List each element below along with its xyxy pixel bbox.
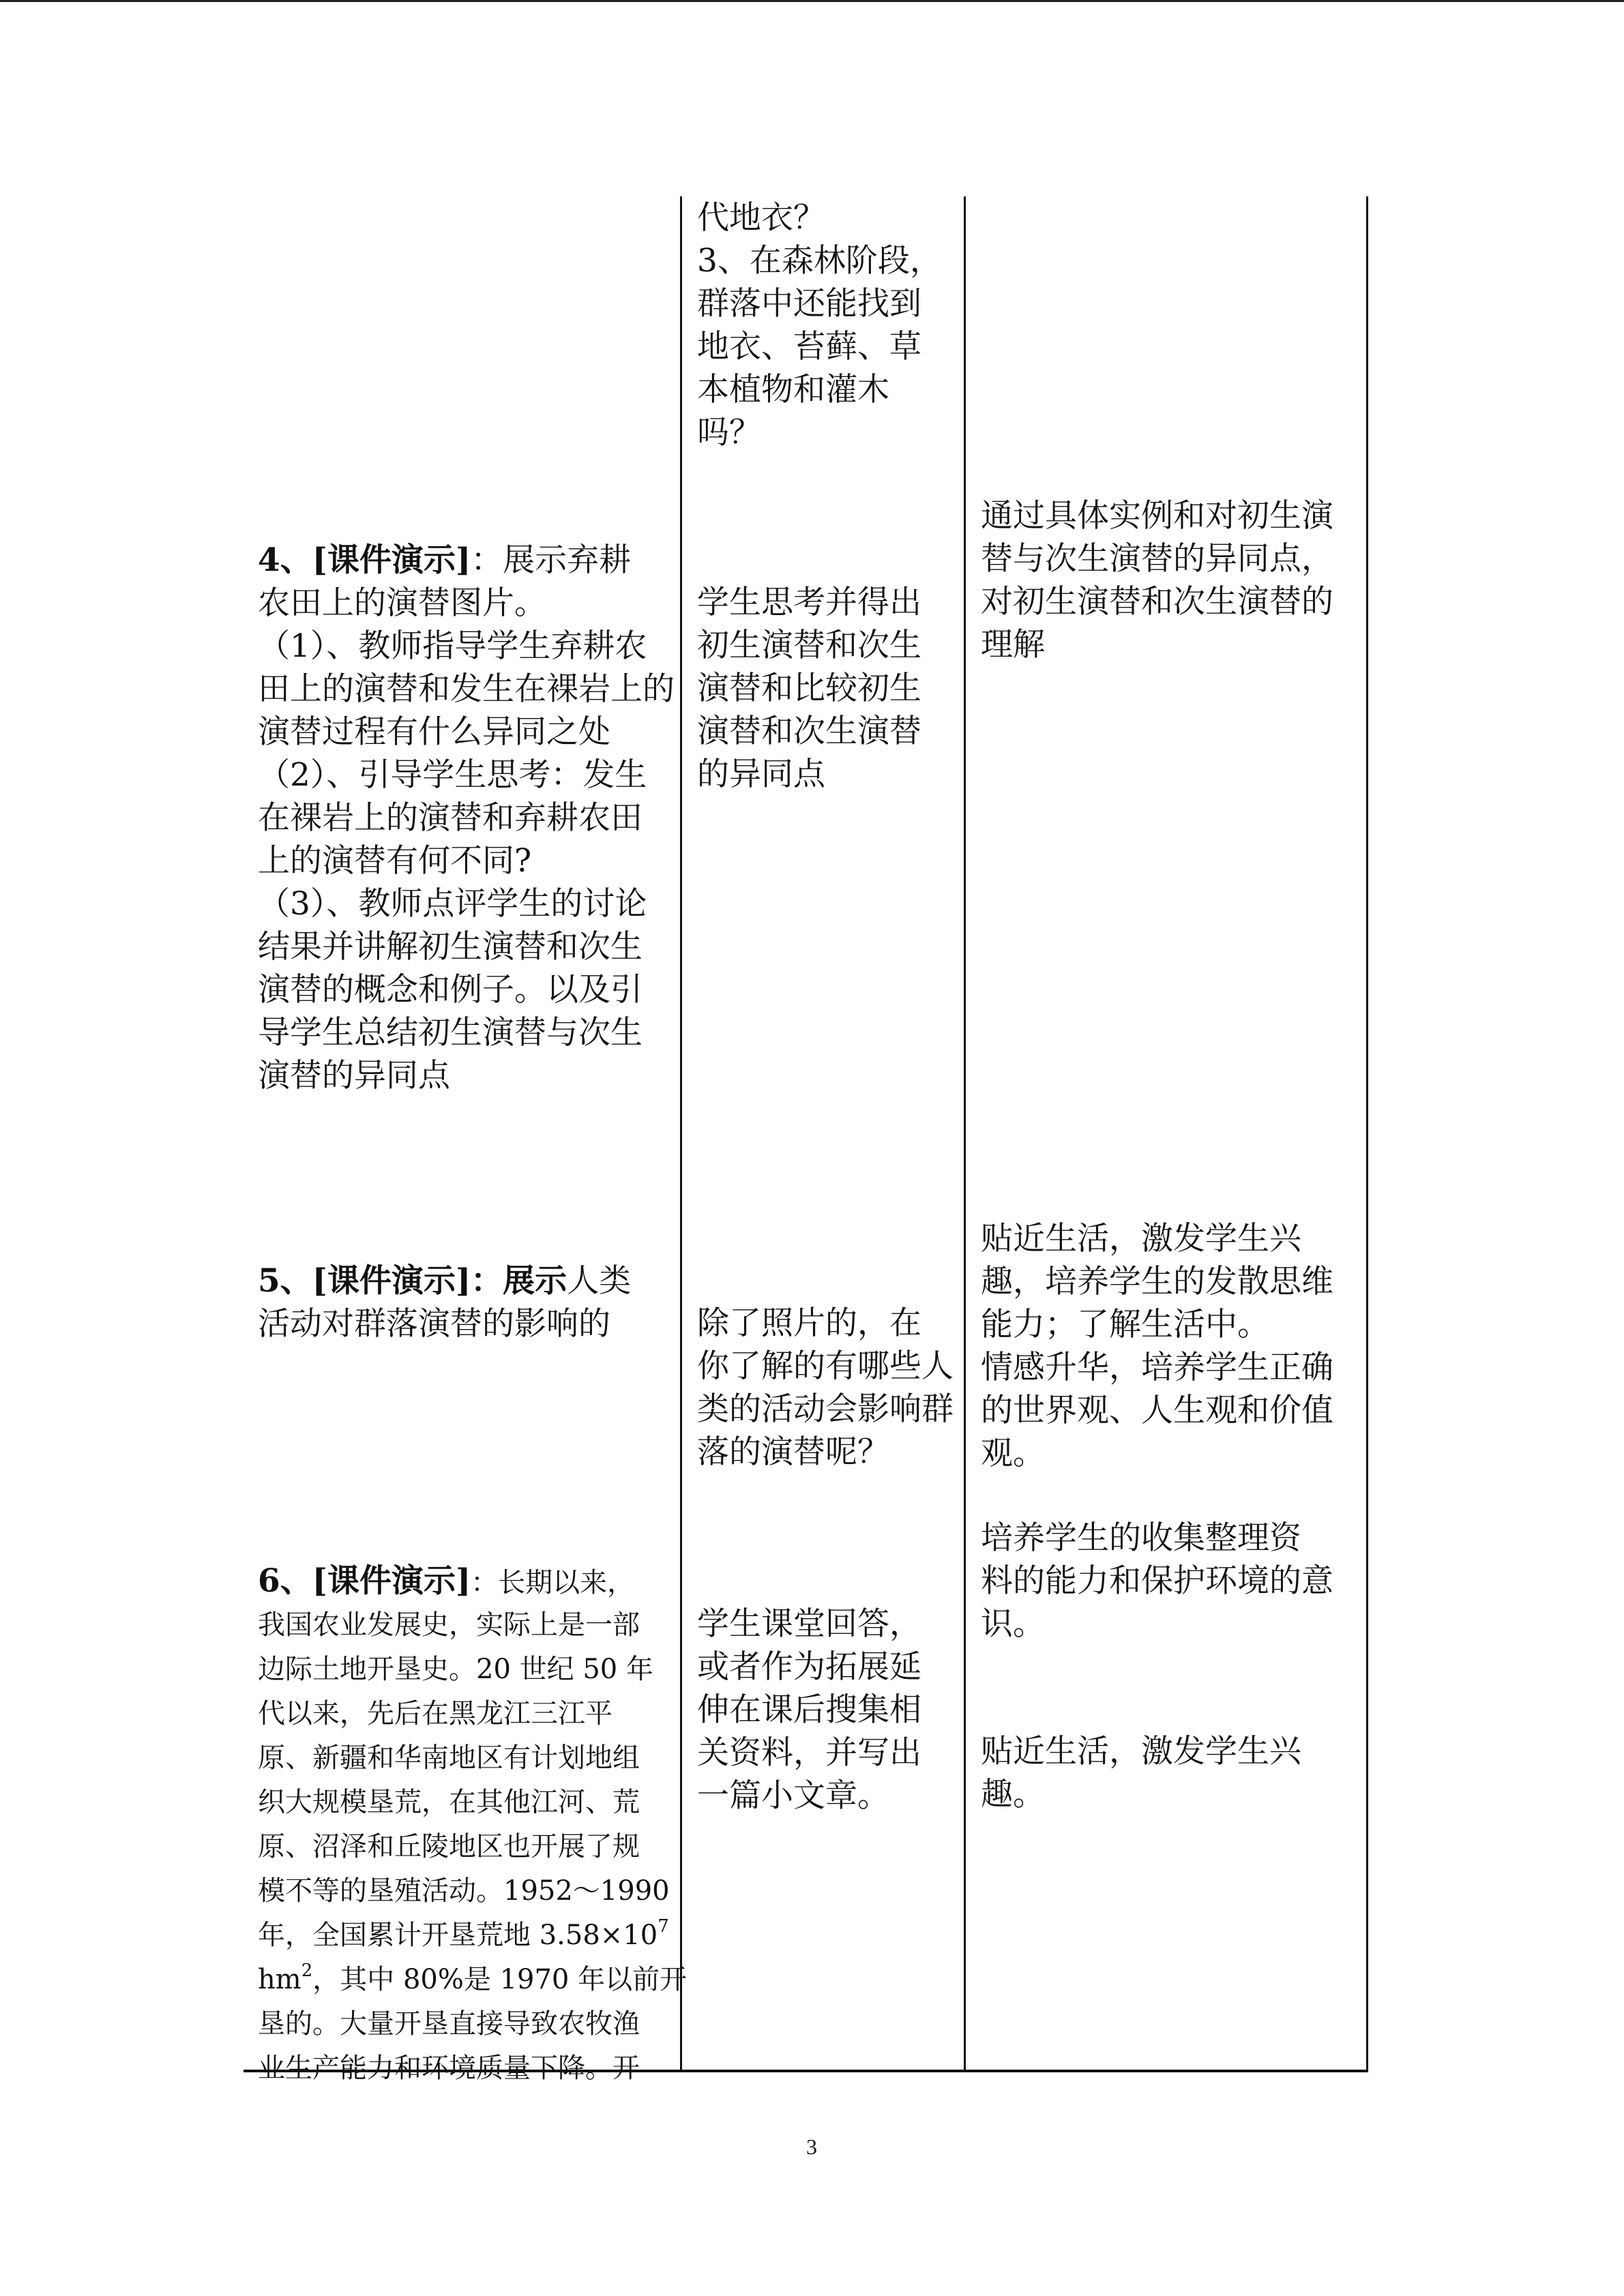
row5-heading: 5、[课件演示]：展示: [258, 1262, 567, 1300]
row4-design-intent: 通过具体实例和对初生演 替与次生演替的异同点， 对初生演替和次生演替的 理解: [981, 497, 1333, 664]
row6-design-intent-b: 贴近生活，激发学生兴 趣。: [981, 1733, 1301, 1813]
row6-tail-text: 垦的。大量开垦直接导致农牧渔 业生产能力和环境质量下降。开: [258, 2008, 640, 2084]
row4-student-activity: 学生思考并得出 初生演替和次生 演替和比较初生 演替和次生演替 的异同点: [697, 584, 921, 793]
row4-teacher-activity: [258, 539, 675, 1097]
row6-teacher-body: [258, 1603, 687, 2091]
top-border: [0, 0, 1624, 2]
row6-exponent-7: 7: [658, 1916, 669, 1937]
table-right-border: [1366, 196, 1368, 2072]
row6-body-text: 我国农业发展史，实际上是一部 边际土地开垦史。20 世纪 50 年 代以来，先后在黑龙江三江平 原、新疆和华南地区有计划地组 织大规模垦荒，在其他江河、荒 原、沼泽和丘陵地区也开展了规 模不等的垦殖活动。1952～1990 年，全国累计开垦荒地 3.58×10: [258, 1609, 670, 1951]
row6-heading: 6、[课件演示]: [258, 1562, 471, 1600]
row6-unit-hm: hm: [258, 1964, 301, 1995]
row4-teacher-text: ：展示弃耕 农田上的演替图片。 （1）、教师指导学生弃耕农 田上的演替和发生在裸岩上的 演替过程有什么异同之处 （2）、引导学生思考：发生 在裸岩上的演替和弃耕农田 上的演替有何不同? （3）、教师点评学生的讨论 结果并讲解初生演替和次生 演替的概念和例子。以及引 导学生总结初生演替与次生 演替的异同点: [258, 541, 675, 1094]
row5-student-text: 除了照片的，在 你了解的有哪些人 类的活动会影响群 落的演替呢？: [697, 1304, 954, 1471]
page-number: 3: [806, 2134, 817, 2159]
row5-teacher-activity: [258, 1259, 631, 1345]
row5-student-activity: [697, 1302, 954, 1474]
row4-heading: 4、[课件演示]: [258, 541, 471, 579]
row6-teacher-activity: [258, 1560, 634, 1605]
row6-student-activity: 学生课堂回答， 或者作为拓展延 伸在课后搜集相 关资料，并写出 一篇小文章。: [697, 1605, 921, 1815]
row5-teacher-text: 人类 活动对群落演替的影响的: [258, 1262, 632, 1343]
row5-design-intent: 贴近生活，激发学生兴 趣，培养学生的发散思维 能力；了解生活中。 情感升华，培养学生正确 的世界观、人生观和价值 观。: [981, 1220, 1333, 1472]
row6-exponent-2: 2: [301, 1960, 313, 1981]
row6-lead-text: ：长期以来，: [471, 1567, 635, 1598]
row6-after-text: ，其中 80%是 1970 年以前开: [312, 1964, 688, 1995]
continued-student-activity: 代地衣？ 3、在森林阶段， 群落中还能找到 地衣、苔藓、草 本植物和灌木 吗？: [697, 199, 942, 451]
row6-design-intent-a: 培养学生的收集整理资 料的能力和保护环境的意 识。: [981, 1519, 1333, 1643]
table-divider-col2-col3: [964, 196, 966, 2072]
